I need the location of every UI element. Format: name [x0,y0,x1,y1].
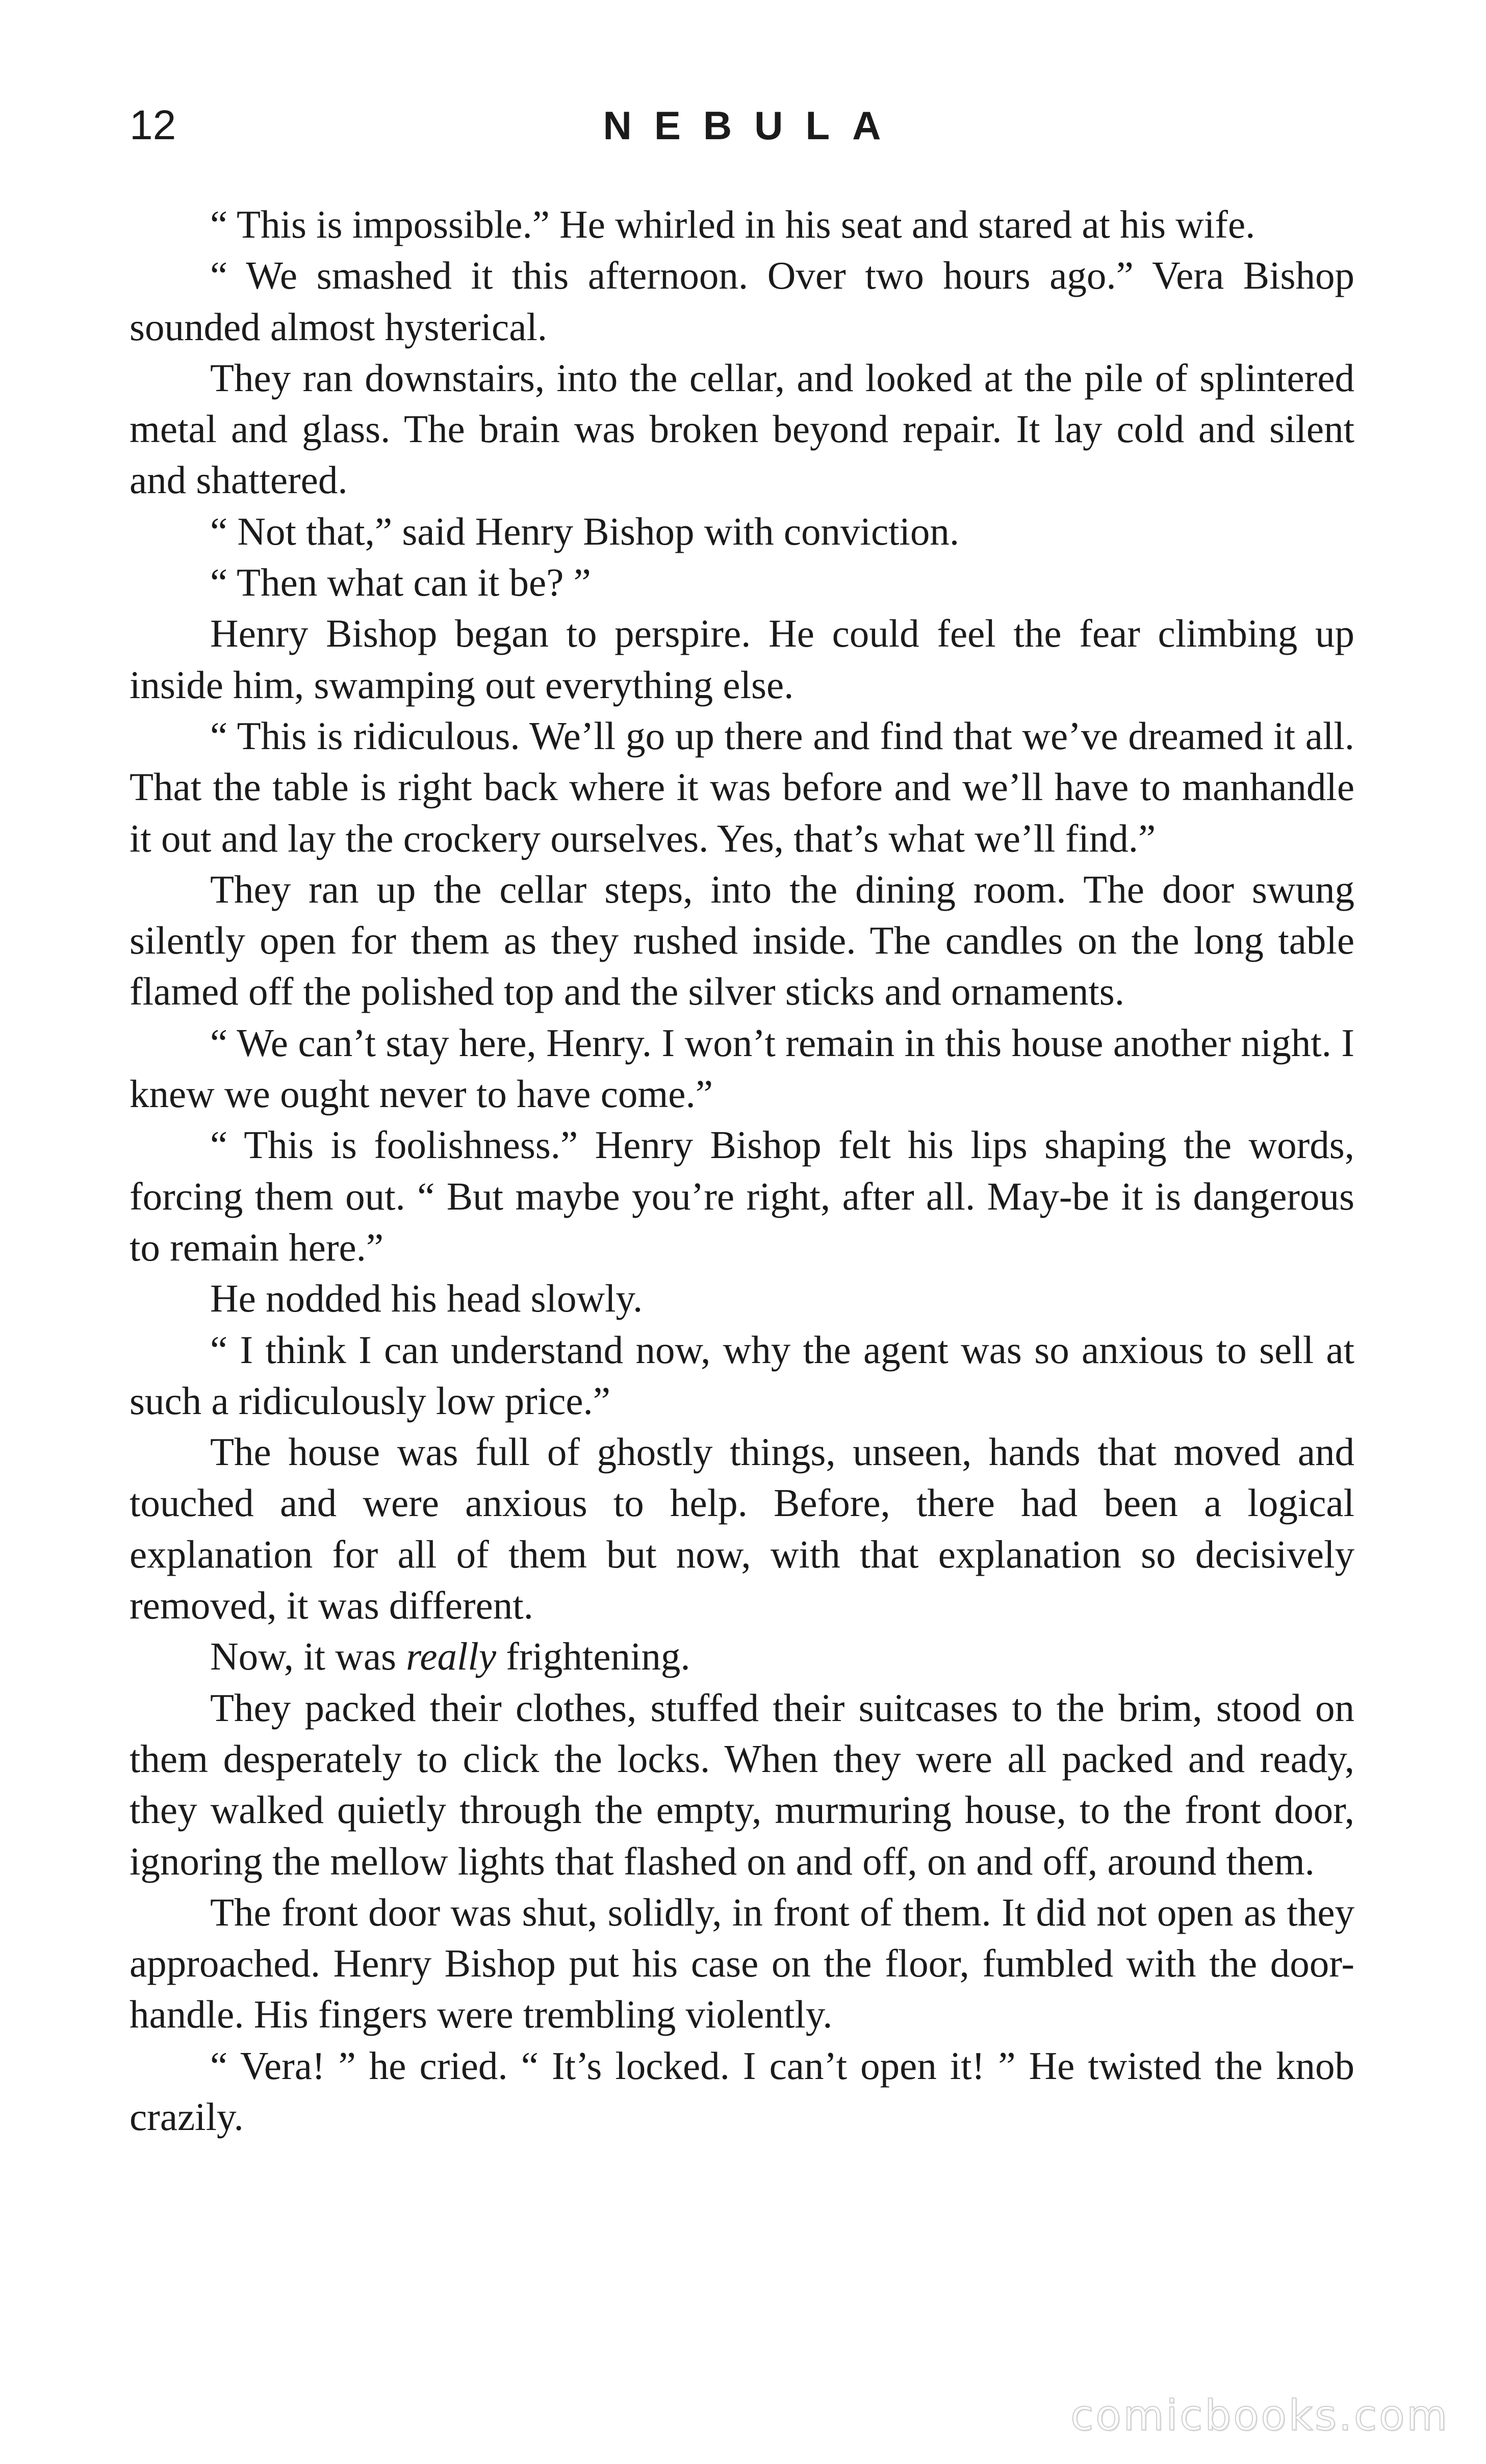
emphasis-text: really [406,1634,496,1679]
paragraph: The front door was shut, solidly, in front of them. It did not open as they approached. Henry Bishop put his case on the floor, fumbled with the door-handle. His fingers were trembling violently. [130,1890,1354,2037]
paragraph: “ This is ridiculous. We’ll go up there and find that we’ve dreamed it all. That the table is right back where it was before and we’ll have to manhandle it out and lay the crockery ourselves. Yes, that’s what we’ll find.” [130,713,1354,860]
paragraph: “ Then what can it be? ” [210,560,591,605]
text-run: frightening. [496,1634,690,1679]
paragraph: “ I think I can understand now, why the agent was so anxious to sell at such a ridiculously low price.” [130,1327,1354,1423]
paragraph: The house was full of ghostly things, unseen, hands that moved and touched and were anxious to help. Before, there had been a logical explanation for all of them but now, with that explanation so decisively removed, it was different. [130,1430,1354,1628]
text-run: Now, it was [210,1634,406,1679]
body-text [130,199,1354,2142]
paragraph: “ We smashed it this afternoon. Over two hours ago.” Vera Bishop sounded almost hysterical. [130,253,1354,349]
paragraph: “ Not that,” said Henry Bishop with conviction. [210,509,960,553]
paragraph: They ran downstairs, into the cellar, and looked at the pile of splintered metal and glass. The brain was broken beyond repair. It lay cold and silent and shattered. [130,355,1354,502]
page-number: 12 [130,102,176,148]
paragraph: “ This is impossible.” He whirled in his seat and stared at his wife. [210,202,1256,246]
paragraph: “ We can’t stay here, Henry. I won’t remain in this house another night. I knew we ought never to have come.” [130,1020,1354,1116]
page-header [130,100,1354,156]
watermark: comicbooks.com [1070,2392,1449,2440]
running-title: NEBULA [603,103,904,148]
paragraph: They packed their clothes, stuffed their suitcases to the brim, stood on them desperately to click the locks. When they were all packed and ready, they walked quietly through the empty, murmuring house, to the front door, ignoring the mellow lights that flashed on and off, on and off, around them. [130,1685,1354,1883]
paragraph: “ Vera! ” he cried. “ It’s locked. I can’t open it! ” He twisted the knob crazily. [130,2043,1354,2139]
paragraph: Henry Bishop began to perspire. He could feel the fear climbing up inside him, swamping out everything else. [130,611,1354,707]
paragraph: They ran up the cellar steps, into the dining room. The door swung silently open for them as they rushed inside. The candles on the long table flamed off the polished top and the silver sticks and ornaments. [130,867,1354,1014]
paragraph-emphasis [130,1631,1354,1682]
paragraph: He nodded his head slowly. [210,1276,643,1321]
paragraph: “ This is foolishness.” Henry Bishop felt his lips shaping the words, forcing them out. “ But maybe you’re right, after all. May-be it is dangerous to remain here.” [130,1123,1354,1269]
